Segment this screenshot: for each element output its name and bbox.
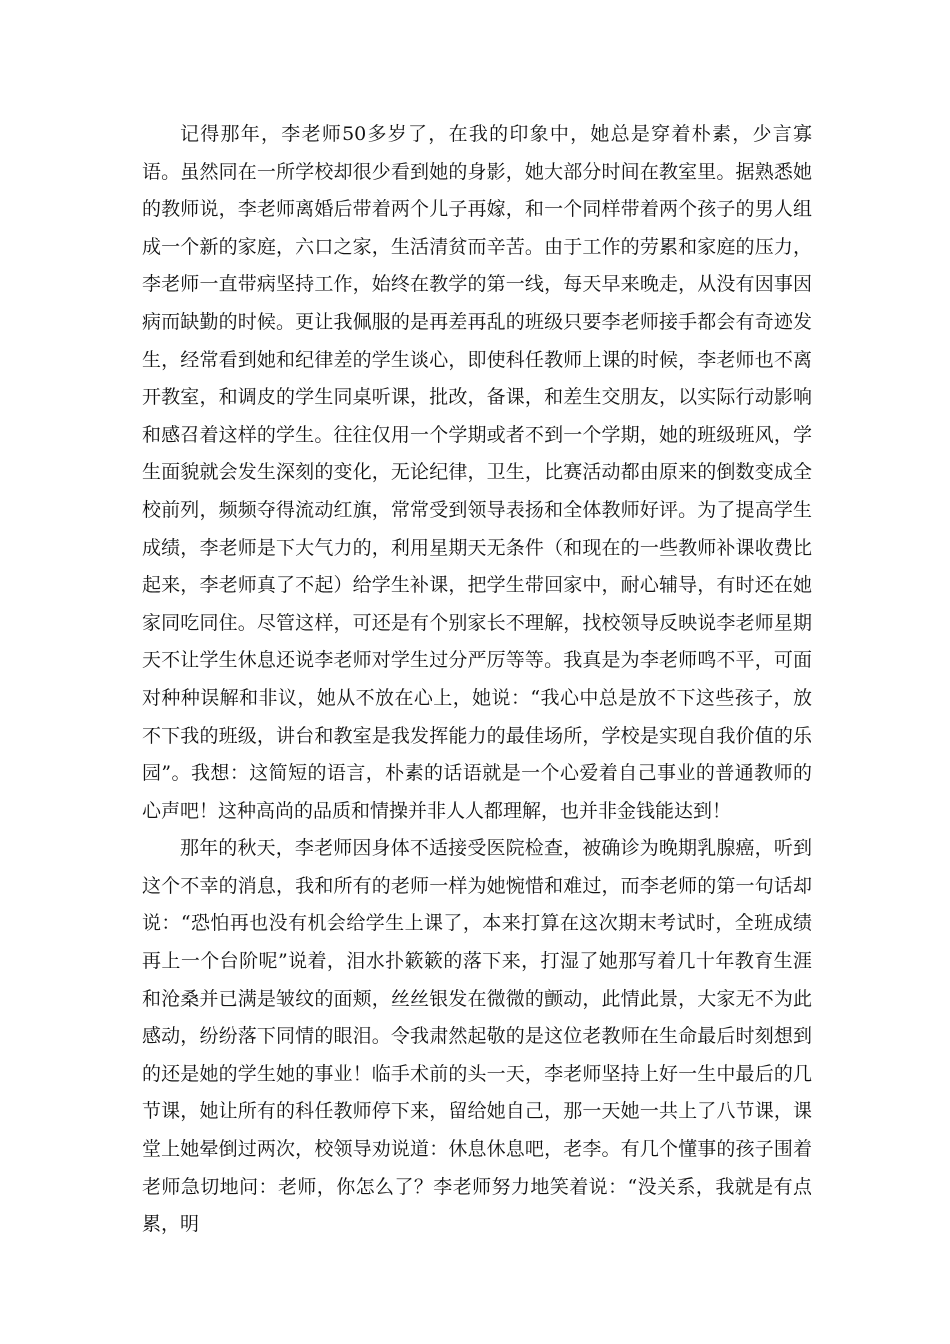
paragraph-1: 记得那年，李老师50多岁了，在我的印象中，她总是穿着朴素，少言寡语。虽然同在一所学校却很少看到她的身影，她大部分时间在教室里。据熟悉她的教师说，李老师离婚后带着两个儿子再嫁，和一个同样带着两个孩子的男人组成一个新的家庭，六口之家，生活清贫而辛苦。由于工作的劳累和家庭的压力，李老师一直带病坚持工作，始终在教学的第一线，每天早来晚走，从没有因事因病而缺勤的时候。更让我佩服的是再差再乱的班级只要李老师接手都会有奇迹发生，经常看到她和纪律差的学生谈心，即使科任教师上课的时候，李老师也不离开教室，和调皮的学生同桌听课，批改，备课，和差生交朋友，以实际行动影响和感召着这样的学生。往往仅用一个学期或者不到一个学期，她的班级班风，学生面貌就会发生深刻的变化，无论纪律，卫生，比赛活动都由原来的倒数变成全校前列，频频夺得流动红旗，常常受到领导表扬和全体教师好评。为了提高学生成绩，李老师是下大气力的，利用星期天无条件（和现在的一些教师补课收费比起来，李老师真了不起）给学生补课，把学生带回家中，耐心辅导，有时还在她家同吃同住。尽管这样，可还是有个别家长不理解，找校领导反映说李老师星期天不让学生休息还说李老师对学生过分严厉等等。我真是为李老师鸣不平，可面对种种误解和非议，她从不放在心上，她说：“我心中总是放不下这些孩子，放不下我的班级，讲台和教室是我发挥能力的最佳场所，学校是实现自我价值的乐园”。我想：这简短的语言，朴素的话语就是一个心爱着自己事业的普通教师的心声吧！这种高尚的品质和情操并非人人都理解，也并非金钱能达到！ <box>142 123 812 822</box>
document-body <box>142 116 812 1244</box>
paragraph-2: 那年的秋天，李老师因身体不适接受医院检查，被确诊为晚期乳腺癌，听到这个不幸的消息，我和所有的老师一样为她惋惜和难过，而李老师的第一句话却说：“恐怕再也没有机会给学生上课了，本来打算在这次期末考试时，全班成绩再上一个台阶呢”说着，泪水扑簌簌的落下来，打湿了她那写着几十年教育生涯和沧桑并已满是皱纹的面颊，丝丝银发在微微的颤动，此情此景，大家无不为此感动，纷纷落下同情的眼泪。令我肃然起敬的是这位老教师在生命最后时刻想到的还是她的学生她的事业！临手术前的头一天，李老师坚持上好一生中最后的几节课，她让所有的科任教师停下来，留给她自己，那一天她一共上了八节课，课堂上她晕倒过两次，校领导劝说道：休息休息吧，老李。有几个懂事的孩子围着老师急切地问：老师，你怎么了？李老师努力地笑着说：“没关系，我就是有点累，明 <box>142 837 812 1236</box>
